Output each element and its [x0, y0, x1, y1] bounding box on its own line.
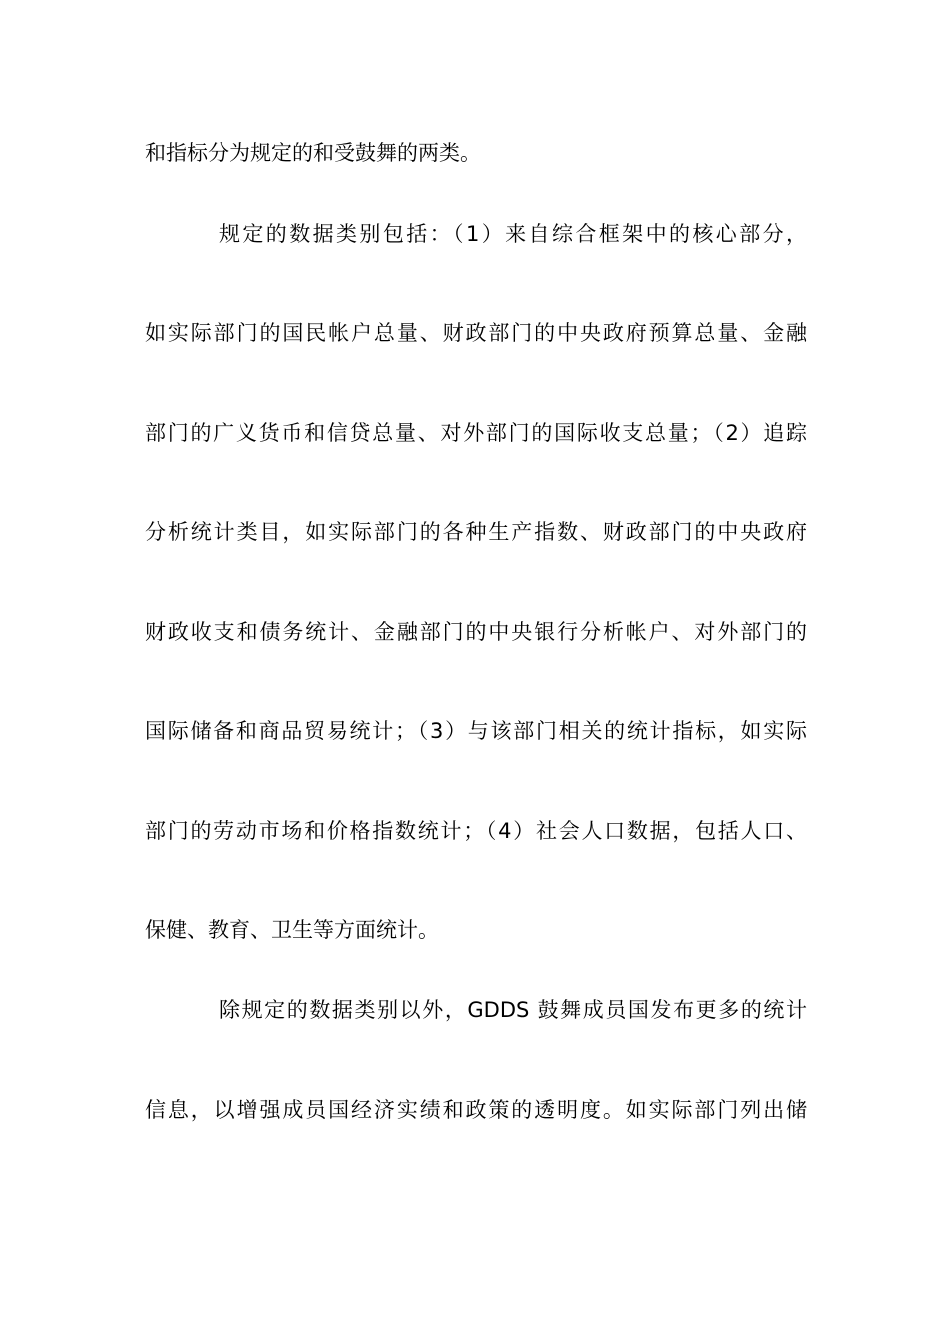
paragraph-line-4: 部门的广义货币和信贷总量、对外部门的国际收支总量；（2）追踪	[145, 421, 807, 445]
paragraph-line-3: 如实际部门的国民帐户总量、财政部门的中央政府预算总量、金融	[145, 321, 807, 345]
paragraph-line-9: 保健、教育、卫生等方面统计。	[145, 918, 439, 942]
paragraph-line-1: 和指标分为规定的和受鼓舞的两类。	[145, 141, 481, 165]
paragraph-line-11: 信息，以增强成员国经济实绩和政策的透明度。如实际部门列出储	[145, 1098, 807, 1122]
paragraph-line-2: 规定的数据类别包括：（1）来自综合框架中的核心部分，	[219, 222, 807, 246]
paragraph-line-8: 部门的劳动市场和价格指数统计；（4）社会人口数据，包括人口、	[145, 819, 807, 843]
paragraph-line-5: 分析统计类目，如实际部门的各种生产指数、财政部门的中央政府	[145, 520, 807, 544]
paragraph-line-6: 财政收支和债务统计、金融部门的中央银行分析帐户、对外部门的	[145, 620, 807, 644]
paragraph-line-7: 国际储备和商品贸易统计；（3）与该部门相关的统计指标，如实际	[145, 719, 807, 743]
paragraph-line-10: 除规定的数据类别以外，GDDS 鼓舞成员国发布更多的统计	[219, 998, 807, 1022]
